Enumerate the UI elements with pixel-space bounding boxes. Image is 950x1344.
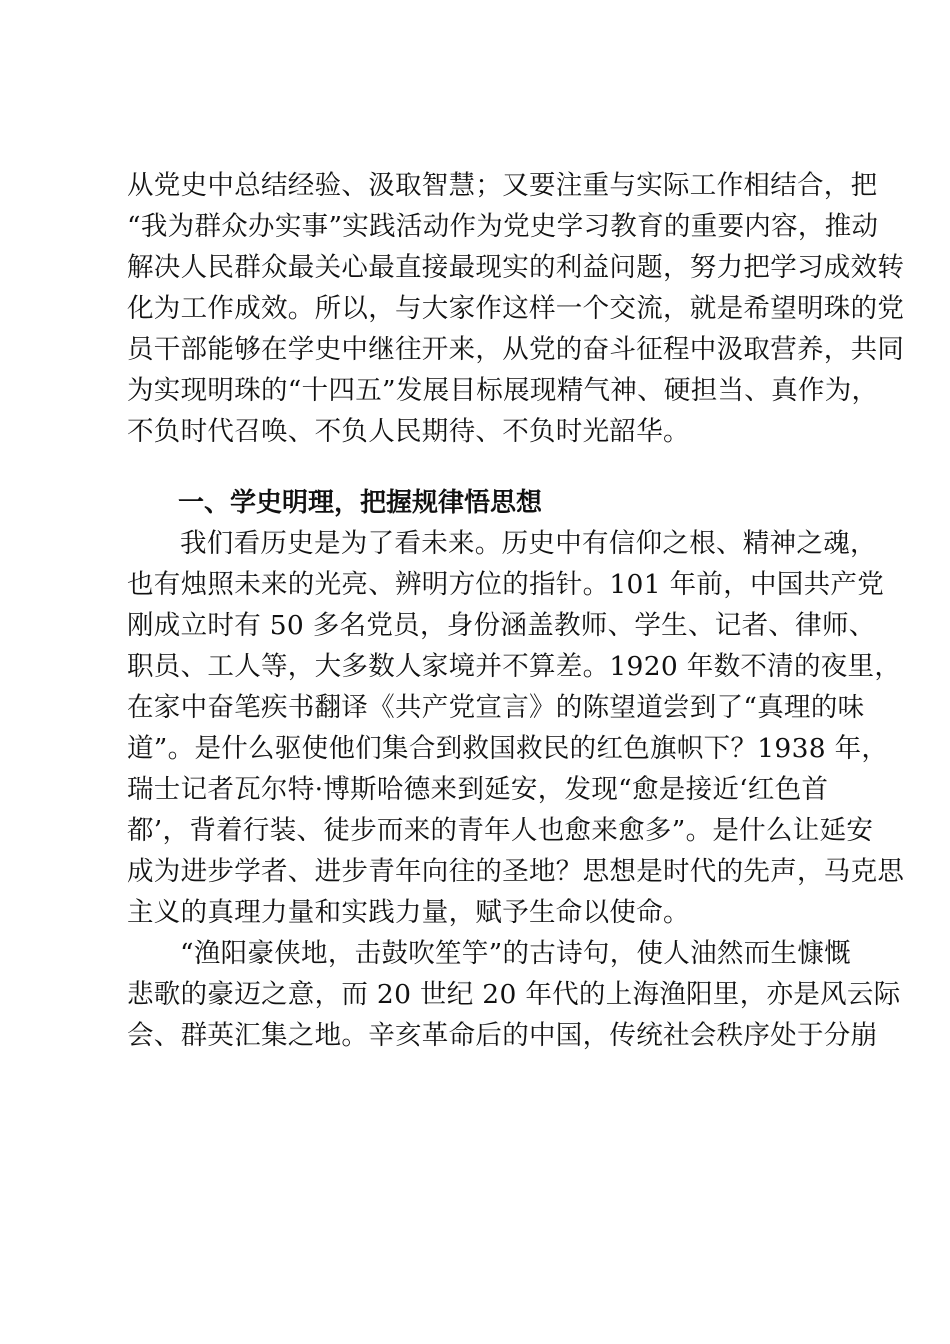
section-heading: 一、学史明理，把握规律悟思想 <box>178 488 543 518</box>
paragraph-line: 都’，背着行装、徒步而来的青年人也愈来愈多”。是什么让延安 <box>127 815 874 846</box>
paragraph-line: 道”。是什么驱使他们集合到救国救民的红色旗帜下？1938 年， <box>127 733 889 764</box>
paragraph-line: 悲歌的豪迈之意，而 20 世纪 20 年代的上海渔阳里，亦是风云际 <box>127 979 901 1010</box>
paragraph-line: “渔阳豪侠地，击鼓吹笙竽”的古诗句，使人油然而生慷慨 <box>180 938 851 969</box>
paragraph-line: “我为群众办实事”实践活动作为党史学习教育的重要内容，推动 <box>127 211 879 242</box>
paragraph-line: 不负时代召唤、不负人民期待、不负时光韶华。 <box>127 416 690 447</box>
paragraph-line: 瑞士记者瓦尔特·博斯哈德来到延安，发现“愈是接近‘红色首 <box>127 774 829 805</box>
paragraph-line: 我们看历史是为了看未来。历史中有信仰之根、精神之魂， <box>180 528 877 559</box>
paragraph-line: 刚成立时有 50 多名党员，身份涵盖教师、学生、记者、律师、 <box>127 610 876 641</box>
paragraph-line: 也有烛照未来的光亮、辨明方位的指针。101 年前，中国共产党 <box>127 569 885 600</box>
paragraph-line: 职员、工人等，大多数人家境并不算差。1920 年数不清的夜里， <box>127 651 902 682</box>
paragraph-line: 在家中奋笔疾书翻译《共产党宣言》的陈望道尝到了“真理的味 <box>127 692 865 723</box>
paragraph-line: 员干部能够在学史中继往开来，从党的奋斗征程中汲取营养，共同 <box>127 334 905 365</box>
paragraph-line: 解决人民群众最关心最直接最现实的利益问题，努力把学习成效转 <box>127 252 905 283</box>
paragraph-line: 化为工作成效。所以，与大家作这样一个交流，就是希望明珠的党 <box>127 293 905 324</box>
paragraph-line: 从党史中总结经验、汲取智慧；又要注重与实际工作相结合，把 <box>127 170 878 201</box>
paragraph-line: 主义的真理力量和实践力量，赋予生命以使命。 <box>127 897 690 928</box>
paragraph-line: 为实现明珠的“十四五”发展目标展现精气神、硬担当、真作为， <box>127 375 879 406</box>
paragraph-line: 成为进步学者、进步青年向往的圣地？思想是时代的先声，马克思 <box>127 856 905 887</box>
paragraph-line: 会、群英汇集之地。辛亥革命后的中国，传统社会秩序处于分崩 <box>127 1020 878 1051</box>
